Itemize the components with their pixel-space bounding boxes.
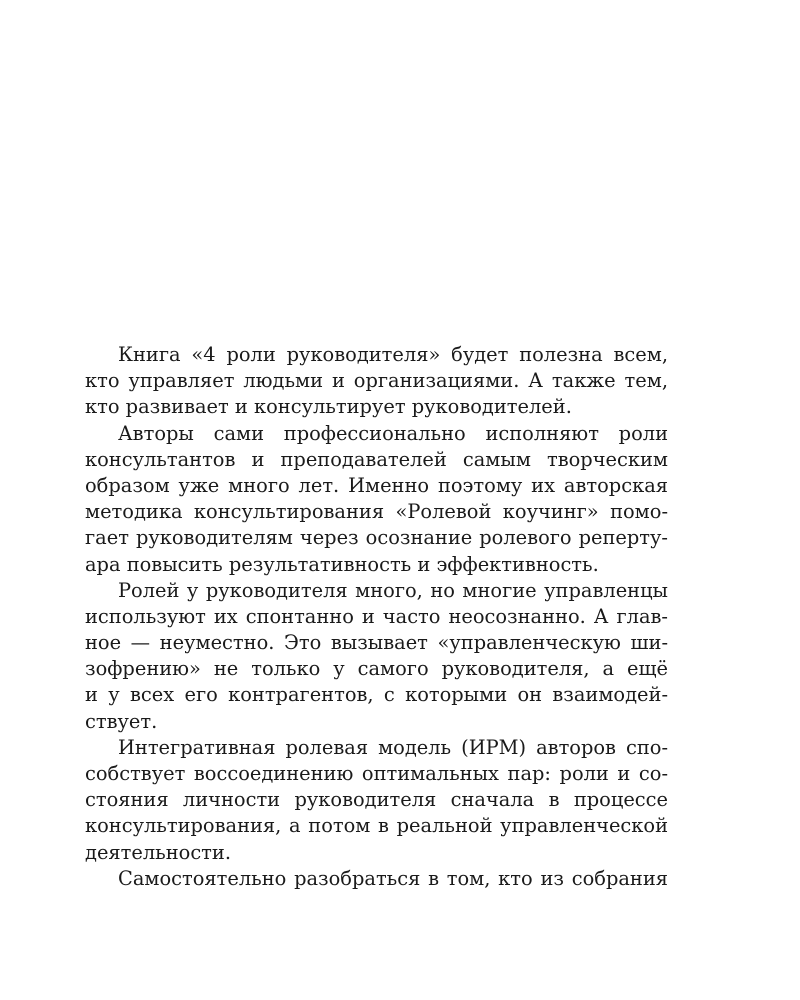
- text-line: стояния личности руководителя сначала в процессе: [85, 788, 668, 812]
- paragraph-2: [85, 421, 668, 578]
- paragraph-5: [85, 866, 668, 892]
- text-line: и у всех его контрагентов, с которыми он взаимодей-: [85, 683, 668, 707]
- text-line: консультантов и преподавателей самым творческим: [85, 447, 668, 471]
- text-line: кто развивает и консультирует руководителей.: [85, 395, 572, 419]
- body-text: [85, 342, 668, 892]
- text-line: гает руководителям через осознание ролевого реперту-: [85, 526, 668, 550]
- text-line: зофрению» не только у самого руководителя, а ещё: [85, 657, 668, 681]
- text-line: Книга «4 роли руководителя» будет полезна всем,: [118, 343, 668, 366]
- text-line: ствует.: [85, 709, 158, 733]
- paragraph-4: [85, 735, 668, 866]
- text-line: ара повысить результативность и эффективность.: [85, 552, 599, 576]
- text-line: Интегративная ролевая модель (ИРМ) авторов спо-: [118, 735, 668, 759]
- text-line: ное — неуместно. Это вызывает «управленческую ши-: [85, 631, 668, 655]
- text-line: собствует воссоединению оптимальных пар: роли и со-: [85, 762, 668, 785]
- text-line: методика консультирования «Ролевой коучинг» помо-: [85, 500, 668, 524]
- text-line: кто управляет людьми и организациями. А также тем,: [85, 369, 668, 393]
- text-line: Авторы сами профессионально исполняют роли: [118, 421, 668, 445]
- text-line: консультирования, а потом в реальной управленческой: [85, 814, 668, 838]
- text-line: используют их спонтанно и часто неосознанно. А глав-: [85, 604, 668, 628]
- paragraph-1: [85, 342, 668, 421]
- text-line: Ролей у руководителя много, но многие управленцы: [118, 578, 668, 602]
- text-line: образом уже много лет. Именно поэтому их авторская: [85, 473, 668, 497]
- text-line: деятельности.: [85, 840, 231, 864]
- paragraph-3: [85, 578, 668, 735]
- text-line: Самостоятельно разобраться в том, кто из собрания: [118, 866, 668, 890]
